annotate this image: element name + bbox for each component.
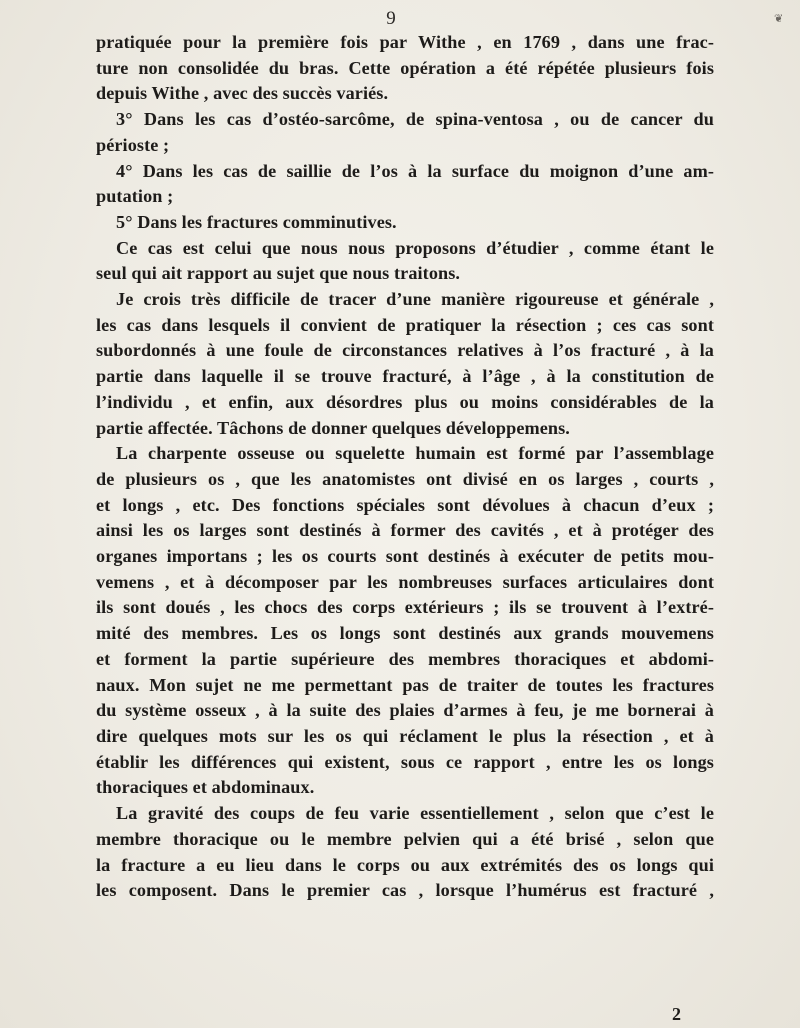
text-line: ils sont doués , les chocs des corps extérieurs ; ils se trouvent à l’extré- [96, 597, 714, 618]
text-line: ture non consolidée du bras. Cette opération a été répétée plusieurs fois [96, 57, 714, 78]
text-line: périoste ; [96, 134, 170, 155]
text-line: les composent. Dans le premier cas , lorsque l’humérus est fracturé , [96, 880, 714, 901]
text-line: Je crois très difficile de tracer d’une manière rigoureuse et générale , [116, 289, 714, 310]
text-line: thoraciques et abdominaux. [96, 777, 315, 798]
text-line: seul qui ait rapport au sujet que nous traitons. [96, 263, 461, 284]
text-line: et longs , etc. Des fonctions spéciales sont dévolues à chacun d’eux ; [96, 494, 714, 515]
text-line: 3° Dans les cas d’ostéo-sarcôme, de spina-ventosa , ou de cancer du [116, 109, 714, 130]
corner-ornament-mark: ❦ [774, 13, 784, 25]
text-line: et forment la partie supérieure des membres thoraciques et abdomi- [96, 648, 714, 669]
text-line: dire quelques mots sur les os qui réclament le plus la résection , et à [96, 725, 714, 746]
text-line: vemens , et à décomposer par les nombreuses surfaces articulaires dont [96, 571, 714, 592]
text-line: La charpente osseuse ou squelette humain est formé par l’assemblage [116, 443, 714, 464]
text-line: partie affectée. Tâchons de donner quelques développemens. [96, 417, 570, 438]
page-number: 9 [386, 8, 396, 29]
text-line: ainsi les os larges sont destinés à former des cavités , et à protéger des [96, 520, 714, 541]
text-line: Ce cas est celui que nous nous proposons d’étudier , comme étant le [116, 237, 714, 258]
text-line: organes importans ; les os courts sont destinés à exécuter de petits mou- [96, 546, 714, 567]
text-line: du système osseux , à la suite des plaies d’armes à feu, je me bornerai à [96, 700, 714, 721]
text-line: naux. Mon sujet ne me permettant pas de traiter de toutes les fractures [96, 674, 714, 695]
text-line: la fracture a eu lieu dans le corps ou aux extrémités des os longs qui [96, 854, 714, 875]
text-line: de plusieurs os , que les anatomistes ont divisé en os larges , courts , [96, 468, 714, 489]
signature-mark: 2 [672, 1004, 681, 1024]
text-line: mité des membres. Les os longs sont destinés aux grands mouvemens [96, 623, 714, 644]
text-line: établir les différences qui existent, sous ce rapport , entre les os longs [96, 751, 714, 772]
text-line: subordonnés à une foule de circonstances relatives à l’os fracturé , à la [96, 340, 714, 361]
text-line: les cas dans lesquels il convient de pratiquer la résection ; ces cas sont [96, 314, 714, 335]
text-line: 4° Dans les cas de saillie de l’os à la surface du moignon d’une am- [116, 160, 714, 181]
text-line: partie dans laquelle il se trouve fracturé, à l’âge , à la constitution de [96, 366, 714, 387]
text-line: 5° Dans les fractures comminutives. [116, 211, 397, 232]
text-line: putation ; [96, 186, 174, 207]
body-text [96, 30, 714, 904]
text-line: La gravité des coups de feu varie essentiellement , selon que c’est le [116, 803, 714, 824]
text-line: pratiquée pour la première fois par Withe , en 1769 , dans une frac- [96, 32, 714, 52]
text-line: depuis Withe , avec des succès variés. [96, 83, 389, 104]
text-line: membre thoracique ou le membre pelvien qui a été brisé , selon que [96, 828, 714, 849]
text-line: l’individu , et enfin, aux désordres plus ou moins considérables de la [96, 391, 714, 412]
